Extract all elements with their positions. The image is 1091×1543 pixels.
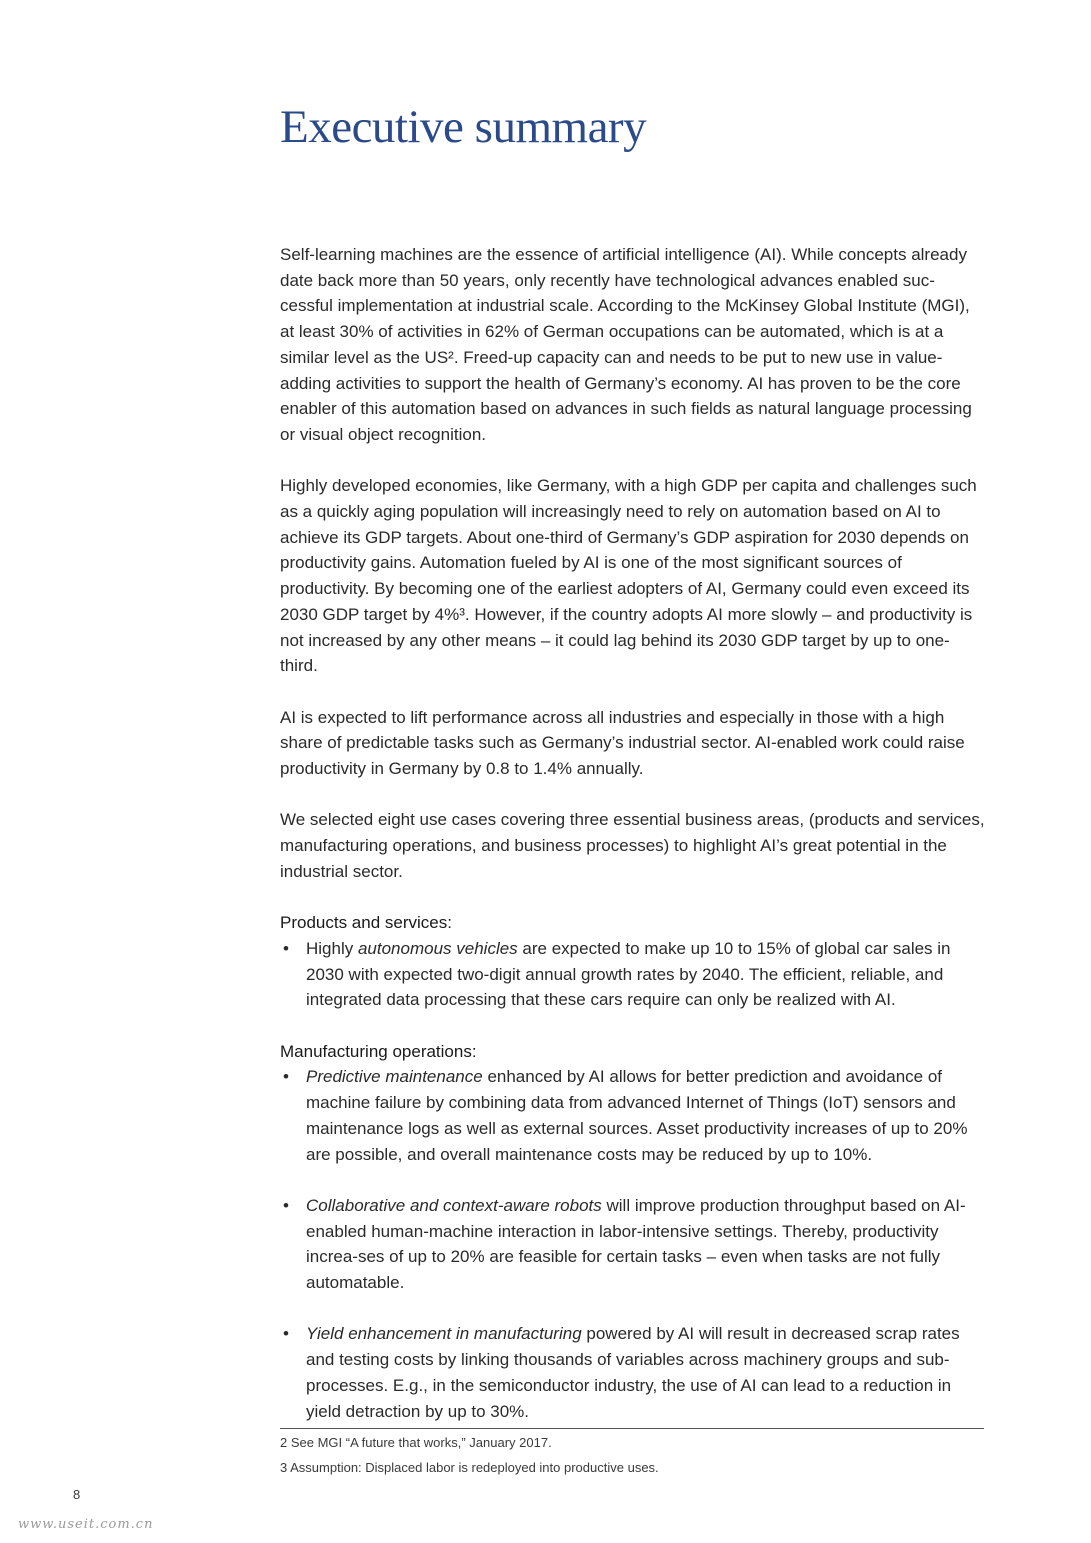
page-title: Executive summary bbox=[280, 101, 647, 153]
bullet-emphasis: Predictive maintenance bbox=[306, 1067, 483, 1087]
page-number: 8 bbox=[73, 1487, 81, 1502]
bullet-yield-enhancement bbox=[280, 1321, 986, 1424]
paragraph-performance: AI is expected to lift performance across all industries and especially in those with a high share of predictable tasks such as Germany’s industrial sector. AI-enabled work could raise productivity in Germany by 0.8 to 1.4% annually. bbox=[280, 707, 965, 779]
bullet-text: powered by AI will result in decreased scrap rates and testing costs by linking thousands of variables across machinery groups and sub-processes. E.g., in the semiconductor industry, the use of AI can lead to a reduction in yield detraction by up to 30%. bbox=[306, 1324, 960, 1421]
bullet-emphasis: Yield enhancement in manufacturing bbox=[306, 1324, 582, 1344]
bullet-dot-icon: • bbox=[283, 1195, 289, 1215]
bullet-dot-icon: • bbox=[283, 938, 289, 958]
bullet-predictive-maintenance bbox=[280, 1064, 986, 1167]
section-heading-manufacturing: Manufacturing operations: bbox=[280, 1041, 477, 1061]
bullet-prefix: Highly bbox=[306, 938, 358, 958]
body-content bbox=[280, 242, 986, 1450]
footnote-2: 2 See MGI “A future that works,” January 2017. bbox=[280, 1435, 552, 1450]
bullet-text: enhanced by AI allows for better prediction and avoidance of machine failure by combining data from advanced Internet of Things (IoT) sensors and maintenance logs as well as external sources. Asset productivity increases of up to 20% are possible, and overall maintenance costs may be reduced by up to 10%. bbox=[306, 1067, 968, 1164]
bullet-autonomous-vehicles bbox=[280, 936, 986, 1013]
bullet-emphasis: autonomous vehicles bbox=[357, 938, 518, 958]
bullet-text: will improve production throughput based on AI-enabled human-machine interaction in labor-intensive settings. Thereby, productivity increa-ses of up to 20% are feasible for certain tasks – even when tasks are not fully automatable. bbox=[306, 1195, 966, 1293]
footnote-3: 3 Assumption: Displaced labor is redeployed into productive uses. bbox=[280, 1460, 659, 1475]
section-heading-products: Products and services: bbox=[280, 913, 452, 933]
paragraph-intro: Self-learning machines are the essence of artificial intelligence (AI). While concepts already date back more than 50 years, only recently have technological advances enabled suc-cessful implementation at industrial scale. According to the McKinsey Global Institute (MGI), at least 30% of activities in 62% of German occupations can be automated, which is at a similar level as the US². Freed-up capacity can and needs to be put to new use in value-adding activities to support the health of Germany’s economy. AI has proven to be the core enabler of this automation based on advances in such fields as natural language processing or visual object recognition. bbox=[280, 245, 972, 444]
bullet-dot-icon: • bbox=[283, 1067, 289, 1087]
manufacturing-bullet-list bbox=[280, 1064, 986, 1424]
footnotes bbox=[280, 1428, 984, 1485]
watermark: www.useit.com.cn bbox=[18, 1517, 154, 1532]
bullet-dot-icon: • bbox=[283, 1324, 289, 1344]
bullet-collaborative-robots bbox=[280, 1193, 986, 1296]
bullet-emphasis: Collaborative and context-aware robots bbox=[306, 1195, 602, 1215]
paragraph-gdp: Highly developed economies, like Germany, with a high GDP per capita and challenges such as a quickly aging population will increasingly need to rely on automation based on AI to achieve its GDP targets. About one-third of Germany’s GDP aspiration for 2030 depends on productivity gains. Automation fueled by AI is one of the most significant sources of productivity. By becoming one of the earliest adopters of AI, Germany could even exceed its 2030 GDP target by 4%³. However, if the country adopts AI more slowly – and productivity is not increased by any other means – it could lag behind its 2030 GDP target by up to one-third. bbox=[280, 476, 977, 676]
bullet-text: are expected to make up 10 to 15% of global car sales in 2030 with expected two-digit annual growth rates by 2040. The efficient, reliable, and integrated data processing that these cars require can only be realized with AI. bbox=[306, 938, 951, 1010]
paragraph-use-cases: We selected eight use cases covering three essential business areas, (products and services, manufacturing operations, and business processes) to highlight AI’s great potential in the industrial sector. bbox=[280, 810, 985, 881]
products-bullet-list bbox=[280, 936, 986, 1013]
